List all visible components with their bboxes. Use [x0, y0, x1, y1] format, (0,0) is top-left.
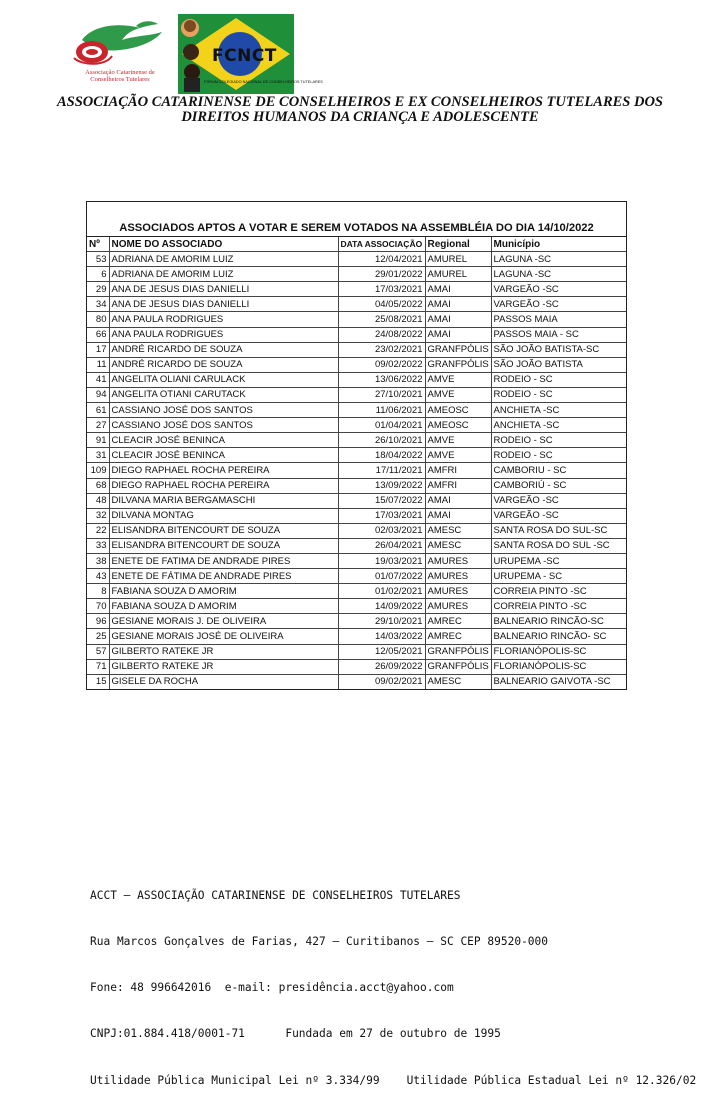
- table-row: [87, 538, 626, 553]
- cell-municipality: CORREIA PINTO -SC: [491, 584, 626, 599]
- cell-date: 01/07/2022: [338, 569, 425, 584]
- cell-regional: AMAI: [425, 297, 491, 312]
- cell-name: DIEGO RAPHAEL ROCHA PEREIRA: [109, 478, 338, 493]
- cell-municipality: URUPEMA -SC: [491, 553, 626, 568]
- cell-regional: AMFRI: [425, 478, 491, 493]
- table-row: [87, 267, 626, 282]
- table-row: [87, 493, 626, 508]
- cell-municipality: BALNEARIO RINCÃO-SC: [491, 614, 626, 629]
- cell-name: ANGELITA OTIANI CARUTACK: [109, 387, 338, 402]
- cell-date: 17/03/2021: [338, 508, 425, 523]
- cell-regional: AMESC: [425, 674, 491, 689]
- cell-regional: AMVE: [425, 433, 491, 448]
- cell-number: 8: [87, 584, 109, 599]
- cell-date: 29/10/2021: [338, 614, 425, 629]
- cell-number: 41: [87, 372, 109, 387]
- cell-name: ELISANDRA BITENCOURT DE SOUZA: [109, 523, 338, 538]
- table-row: [87, 629, 626, 644]
- table-row: [87, 357, 626, 372]
- cell-municipality: PASSOS MAIA: [491, 312, 626, 327]
- cell-municipality: CORREIA PINTO -SC: [491, 599, 626, 614]
- cell-date: 26/10/2021: [338, 433, 425, 448]
- cell-name: CASSIANO JOSÉ DOS SANTOS: [109, 418, 338, 433]
- cell-municipality: BALNEARIO GAIVOTA -SC: [491, 674, 626, 689]
- cell-number: 38: [87, 553, 109, 568]
- cell-name: GILBERTO RATEKE JR: [109, 659, 338, 674]
- dove-logo-icon: [62, 14, 172, 70]
- cell-municipality: ANCHIETA -SC: [491, 403, 626, 418]
- cell-date: 17/03/2021: [338, 282, 425, 297]
- cell-name: ANA PAULA RODRIGUES: [109, 312, 338, 327]
- cell-regional: AMURES: [425, 584, 491, 599]
- cell-municipality: RODEIO - SC: [491, 433, 626, 448]
- cell-name: ADRIANA DE AMORIM LUIZ: [109, 252, 338, 267]
- cell-date: 26/09/2022: [338, 659, 425, 674]
- cell-name: ANA PAULA RODRIGUES: [109, 327, 338, 342]
- cell-number: 109: [87, 463, 109, 478]
- cell-municipality: LAGUNA -SC: [491, 252, 626, 267]
- table-row: [87, 569, 626, 584]
- cell-name: ADRIANA DE AMORIM LUIZ: [109, 267, 338, 282]
- cell-municipality: SANTA ROSA DO SUL -SC: [491, 538, 626, 553]
- cell-municipality: RODEIO - SC: [491, 448, 626, 463]
- cell-date: 18/04/2022: [338, 448, 425, 463]
- cell-number: 32: [87, 508, 109, 523]
- cell-number: 61: [87, 403, 109, 418]
- table-row: [87, 523, 626, 538]
- cell-regional: AMURES: [425, 553, 491, 568]
- cell-date: 15/07/2022: [338, 493, 425, 508]
- cell-municipality: SANTA ROSA DO SUL-SC: [491, 523, 626, 538]
- cell-municipality: CAMBORIÚ - SC: [491, 478, 626, 493]
- table-row: [87, 342, 626, 357]
- cell-date: 09/02/2022: [338, 357, 425, 372]
- cell-name: ANA DE JESUS DIAS DANIELLI: [109, 282, 338, 297]
- cell-municipality: CAMBORIU - SC: [491, 463, 626, 478]
- cell-name: ANDRÉ RICARDO DE SOUZA: [109, 357, 338, 372]
- cell-name: CLEACIR JOSÉ BENINCA: [109, 448, 338, 463]
- cell-name: GESIANE MORAIS JOSÉ DE OLIVEIRA: [109, 629, 338, 644]
- cell-municipality: BALNEARIO RINCÃO- SC: [491, 629, 626, 644]
- cell-number: 70: [87, 599, 109, 614]
- cell-regional: GRANFPÓLIS: [425, 342, 491, 357]
- cell-number: 94: [87, 387, 109, 402]
- cell-date: 02/03/2021: [338, 523, 425, 538]
- cell-municipality: URUPEMA - SC: [491, 569, 626, 584]
- cell-date: 29/01/2022: [338, 267, 425, 282]
- cell-municipality: FLORIANÓPOLIS-SC: [491, 644, 626, 659]
- cell-regional: AMVE: [425, 448, 491, 463]
- cell-name: ELISANDRA BITENCOURT DE SOUZA: [109, 538, 338, 553]
- cell-regional: AMREC: [425, 629, 491, 644]
- table-row: [87, 418, 626, 433]
- footer-line-4: CNPJ:01.884.418/0001-71 Fundada em 27 de outubro de 1995: [90, 1027, 501, 1041]
- cell-date: 13/06/2022: [338, 372, 425, 387]
- table-row: [87, 403, 626, 418]
- table-row: [87, 372, 626, 387]
- cell-regional: AMVE: [425, 372, 491, 387]
- cell-number: 43: [87, 569, 109, 584]
- table-row: [87, 448, 626, 463]
- cell-municipality: VARGEÃO -SC: [491, 297, 626, 312]
- cell-number: 25: [87, 629, 109, 644]
- cell-regional: AMUREL: [425, 252, 491, 267]
- cell-date: 14/03/2022: [338, 629, 425, 644]
- cell-name: DIEGO RAPHAEL ROCHA PEREIRA: [109, 463, 338, 478]
- cell-regional: AMAI: [425, 493, 491, 508]
- cell-number: 22: [87, 523, 109, 538]
- cell-name: DILVANA MONTAG: [109, 508, 338, 523]
- cell-name: CASSIANO JOSÉ DOS SANTOS: [109, 403, 338, 418]
- footer: [90, 857, 696, 1104]
- cell-name: ENETE DE FATIMA DE ANDRADE PIRES: [109, 553, 338, 568]
- cell-name: FABIANA SOUZA D AMORIM: [109, 599, 338, 614]
- cell-regional: AMUREL: [425, 267, 491, 282]
- cell-number: 34: [87, 297, 109, 312]
- table-row: [87, 297, 626, 312]
- cell-number: 80: [87, 312, 109, 327]
- col-header-name: NOME DO ASSOCIADO: [109, 237, 338, 252]
- fcnct-logo-text: FCNCT: [212, 46, 277, 66]
- cell-regional: GRANFPÓLIS: [425, 357, 491, 372]
- cell-municipality: FLORIANÓPOLIS-SC: [491, 659, 626, 674]
- cell-date: 11/06/2021: [338, 403, 425, 418]
- cell-date: 09/02/2021: [338, 674, 425, 689]
- cell-regional: AMVE: [425, 387, 491, 402]
- cell-municipality: SÃO JOÃO BATISTA: [491, 357, 626, 372]
- heading-line-1: ASSOCIAÇÃO CATARINENSE DE CONSELHEIROS E EX CONSELHEIROS TUTELARES DOS: [57, 94, 663, 110]
- cell-municipality: RODEIO - SC: [491, 387, 626, 402]
- cell-name: FABIANA SOUZA D AMORIM: [109, 584, 338, 599]
- cell-name: GESIANE MORAIS J. DE OLIVEIRA: [109, 614, 338, 629]
- cell-number: 15: [87, 674, 109, 689]
- table-header-row: [87, 237, 626, 252]
- fcnct-logo: [178, 14, 323, 94]
- table-row: [87, 553, 626, 568]
- cell-number: 11: [87, 357, 109, 372]
- table-row: [87, 508, 626, 523]
- cell-name: ANDRÉ RICARDO DE SOUZA: [109, 342, 338, 357]
- cell-regional: AMESC: [425, 523, 491, 538]
- table-row: [87, 674, 626, 689]
- cell-regional: AMREC: [425, 614, 491, 629]
- cell-municipality: VARGEÃO -SC: [491, 282, 626, 297]
- table-row: [87, 252, 626, 267]
- cell-date: 01/04/2021: [338, 418, 425, 433]
- cell-number: 27: [87, 418, 109, 433]
- table-row: [87, 327, 626, 342]
- footer-line-2: Rua Marcos Gonçalves de Farias, 427 – Curitibanos – SC CEP 89520-000: [90, 935, 549, 949]
- cell-municipality: LAGUNA -SC: [491, 267, 626, 282]
- acct-logo-caption: Associação Catarinense de Conselheiros Tutelares: [85, 69, 155, 83]
- cell-date: 12/04/2021: [338, 252, 425, 267]
- cell-municipality: SÃO JOÃO BATISTA-SC: [491, 342, 626, 357]
- members-table-container: [86, 201, 627, 690]
- cell-number: 31: [87, 448, 109, 463]
- col-header-number: Nº: [87, 237, 109, 252]
- cell-date: 01/02/2021: [338, 584, 425, 599]
- cell-regional: AMAI: [425, 327, 491, 342]
- table-title: ASSOCIADOS APTOS A VOTAR E SEREM VOTADOS NA ASSEMBLÉIA DO DIA 14/10/2022: [87, 202, 626, 237]
- col-header-date: DATA ASSOCIAÇÃO: [338, 237, 425, 252]
- cell-regional: AMEOSC: [425, 418, 491, 433]
- acct-logo: [62, 14, 172, 90]
- cell-regional: GRANFPÓLIS: [425, 659, 491, 674]
- cell-regional: AMFRI: [425, 463, 491, 478]
- cell-regional: AMAI: [425, 508, 491, 523]
- cell-name: GILBERTO RATEKE JR: [109, 644, 338, 659]
- footer-line-3: Fone: 48 996642016 e-mail: presidência.acct@yahoo.com: [90, 981, 454, 995]
- table-row: [87, 599, 626, 614]
- cell-number: 48: [87, 493, 109, 508]
- cell-number: 71: [87, 659, 109, 674]
- cell-number: 57: [87, 644, 109, 659]
- cell-number: 66: [87, 327, 109, 342]
- table-row: [87, 614, 626, 629]
- cell-regional: AMURES: [425, 599, 491, 614]
- cell-date: 17/11/2021: [338, 463, 425, 478]
- cell-date: 14/09/2022: [338, 599, 425, 614]
- cell-municipality: VARGEÃO -SC: [491, 508, 626, 523]
- table-row: [87, 644, 626, 659]
- cell-name: ENETE DE FÁTIMA DE ANDRADE PIRES: [109, 569, 338, 584]
- cell-name: CLEACIR JOSÉ BENINCA: [109, 433, 338, 448]
- cell-number: 6: [87, 267, 109, 282]
- cell-number: 53: [87, 252, 109, 267]
- cell-date: 13/09/2022: [338, 478, 425, 493]
- cell-regional: AMESC: [425, 538, 491, 553]
- cell-name: ANA DE JESUS DIAS DANIELLI: [109, 297, 338, 312]
- table-row: [87, 584, 626, 599]
- table-row: [87, 478, 626, 493]
- cell-date: 26/04/2021: [338, 538, 425, 553]
- cell-number: 29: [87, 282, 109, 297]
- cell-name: ANGELITA OLIANI CARULACK: [109, 372, 338, 387]
- table-row: [87, 387, 626, 402]
- cell-date: 24/08/2022: [338, 327, 425, 342]
- col-header-regional: Regional: [425, 237, 491, 252]
- cell-number: 17: [87, 342, 109, 357]
- cell-date: 25/08/2021: [338, 312, 425, 327]
- cell-number: 33: [87, 538, 109, 553]
- cell-date: 23/02/2021: [338, 342, 425, 357]
- association-heading: [20, 95, 700, 125]
- cell-regional: AMAI: [425, 312, 491, 327]
- members-table: [87, 237, 626, 689]
- cell-date: 27/10/2021: [338, 387, 425, 402]
- table-row: [87, 659, 626, 674]
- heading-line-2: DIREITOS HUMANOS DA CRIANÇA E ADOLESCENTE: [181, 109, 539, 125]
- fcnct-logo-subtitle: FÓRUM COLEGIADO NACIONAL DE CONSELHEIROS TUTELARES: [204, 80, 323, 84]
- cell-name: DILVANA MARIA BERGAMASCHI: [109, 493, 338, 508]
- cell-date: 12/05/2021: [338, 644, 425, 659]
- table-row: [87, 282, 626, 297]
- table-body: [87, 252, 626, 689]
- cell-municipality: RODEIO - SC: [491, 372, 626, 387]
- cell-regional: AMURES: [425, 569, 491, 584]
- cell-regional: AMAI: [425, 282, 491, 297]
- cell-number: 96: [87, 614, 109, 629]
- cell-name: GISELE DA ROCHA: [109, 674, 338, 689]
- cell-regional: GRANFPÓLIS: [425, 644, 491, 659]
- cell-date: 19/03/2021: [338, 553, 425, 568]
- col-header-municipality: Município: [491, 237, 626, 252]
- footer-line-1: ACCT – ASSOCIAÇÃO CATARINENSE DE CONSELHEIROS TUTELARES: [90, 888, 461, 902]
- cell-municipality: ANCHIETA -SC: [491, 418, 626, 433]
- table-row: [87, 433, 626, 448]
- cell-regional: AMEOSC: [425, 403, 491, 418]
- table-row: [87, 312, 626, 327]
- footer-line-5: Utilidade Pública Municipal Lei nº 3.334/99 Utilidade Pública Estadual Lei nº 12.326/02: [90, 1073, 697, 1087]
- cell-municipality: VARGEÃO -SC: [491, 493, 626, 508]
- table-row: [87, 463, 626, 478]
- cell-date: 04/05/2022: [338, 297, 425, 312]
- cell-municipality: PASSOS MAIA - SC: [491, 327, 626, 342]
- cell-number: 91: [87, 433, 109, 448]
- cell-number: 68: [87, 478, 109, 493]
